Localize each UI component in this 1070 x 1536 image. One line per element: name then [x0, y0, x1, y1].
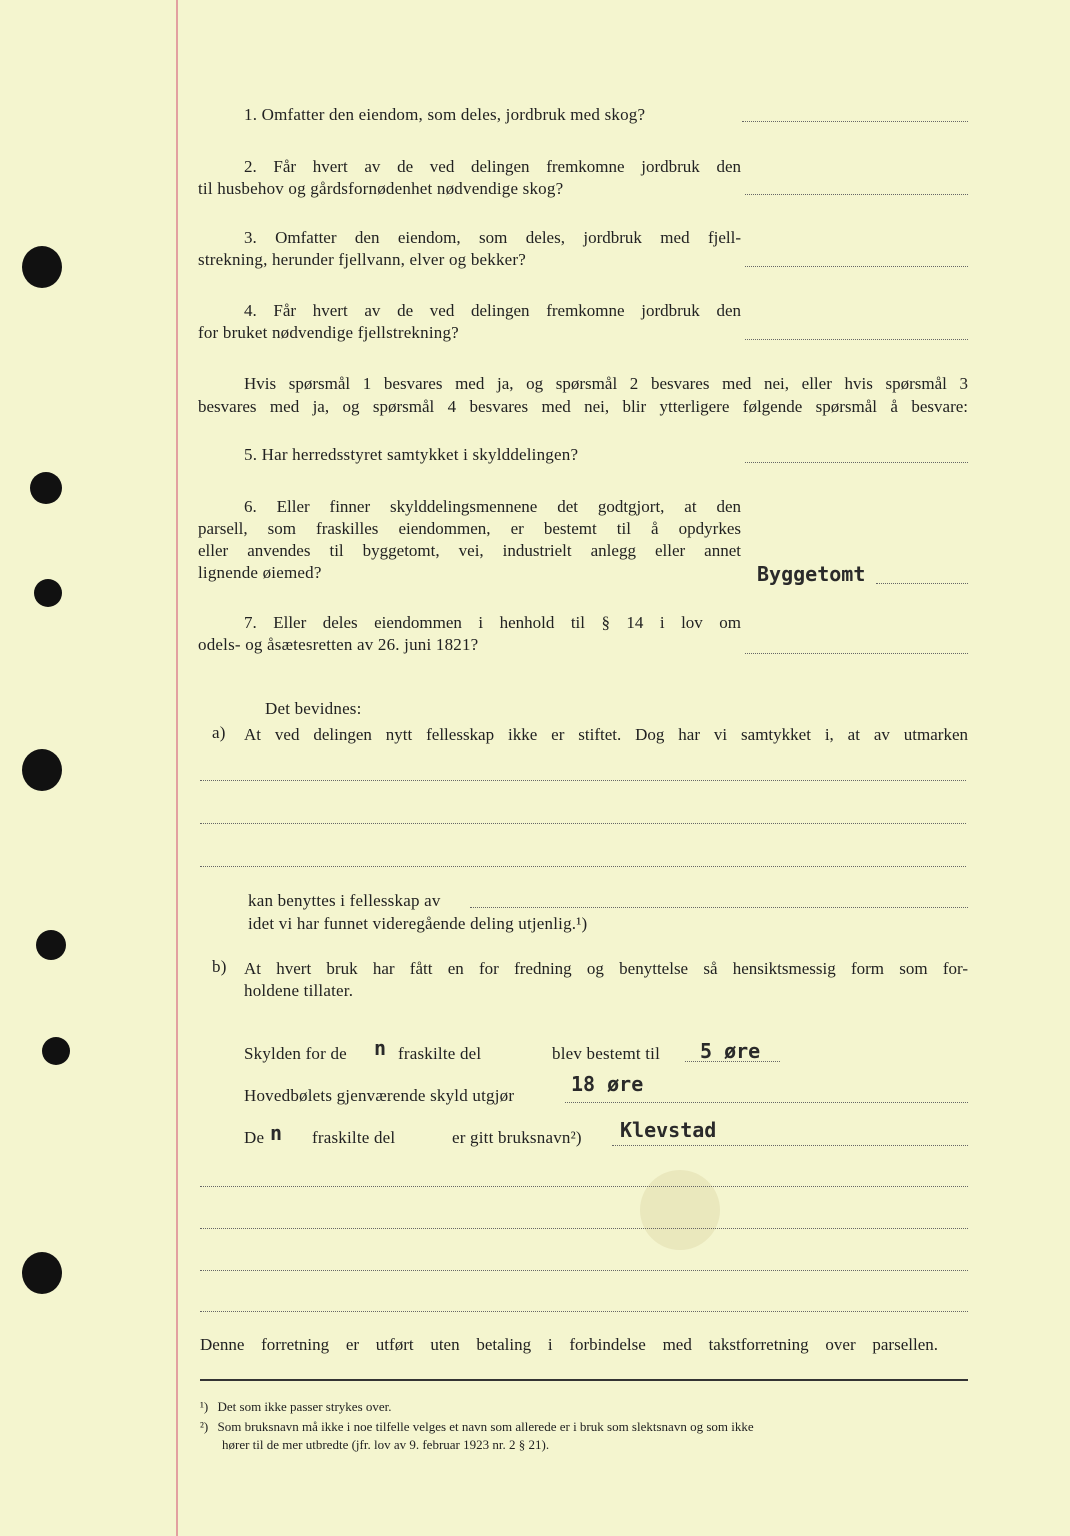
footnote-1-mark: ¹)	[200, 1399, 209, 1414]
skyld-suffix: blev bestemt til	[552, 1044, 661, 1063]
footnote-1-text: Det som ikke passer strykes over.	[217, 1399, 392, 1414]
skyld-line[interactable]	[685, 1061, 780, 1062]
condition-line1: Hvis spørsmål 1 besvares med ja, og spørsmål 2 besvares med nei, eller hvis spørsmål 3	[244, 374, 968, 393]
question-6-line4: lignende øiemed?	[198, 563, 322, 582]
footnote-1	[200, 1398, 392, 1415]
name-value: Klevstad	[620, 1118, 717, 1142]
question-4-line2: for bruket nødvendige fjellstrekning?	[198, 323, 459, 342]
answer-line-6[interactable]	[876, 583, 968, 584]
question-4-line1: 4. Får hvert av de ved delingen fremkomne jordbruk den	[244, 301, 741, 320]
name-mid: fraskilte del	[312, 1128, 396, 1147]
skyld-value: 5 øre	[700, 1039, 761, 1063]
blank-line-a3[interactable]	[200, 866, 966, 867]
item-b-label: b)	[212, 957, 227, 976]
punch-hole	[22, 749, 62, 791]
blank-line-b4[interactable]	[200, 1311, 968, 1312]
punch-hole	[22, 1252, 62, 1294]
blank-line-a1[interactable]	[200, 780, 966, 781]
skyld-mid: fraskilte del	[398, 1044, 482, 1063]
blank-line-b1[interactable]	[200, 1186, 968, 1187]
question-3-line1: 3. Omfatter den eiendom, som deles, jordbruk med fjell-	[244, 228, 741, 247]
blank-line-b2[interactable]	[200, 1228, 968, 1229]
common-use-line1: kan benyttes i fellesskap av	[248, 891, 441, 910]
item-a-text: At ved delingen nytt fellesskap ikke er stiftet. Dog har vi samtykket i, at av utmarken	[244, 725, 968, 744]
question-1: 1. Omfatter den eiendom, som deles, jordbruk med skog?	[244, 105, 646, 124]
item-a-label: a)	[212, 723, 226, 742]
common-use-line2: idet vi har funnet videregående deling utjenlig.¹)	[248, 914, 588, 933]
certification-heading: Det bevidnes:	[265, 699, 362, 718]
answer-line-1[interactable]	[742, 121, 968, 122]
question-7-line2: odels- og åsætesretten av 26. juni 1821?	[198, 635, 479, 654]
condition-line2: besvares med ja, og spørsmål 4 besvares med nei, blir ytterligere følgende spørsmål å besvare:	[198, 397, 968, 416]
footnote-2	[200, 1418, 754, 1435]
blank-line-b3[interactable]	[200, 1270, 968, 1271]
question-2-line1: 2. Får hvert av de ved delingen fremkomne jordbruk den	[244, 157, 741, 176]
question-3-line2: strekning, herunder fjellvann, elver og bekker?	[198, 250, 527, 269]
name-n: n	[270, 1121, 283, 1145]
answer-line-3[interactable]	[745, 266, 968, 267]
footnote-rule	[200, 1379, 968, 1381]
footnote-2-line1: Som bruksnavn må ikke i noe tilfelle velges et navn som allerede er i bruk som slektsnavn og som ikke	[217, 1419, 754, 1434]
hoved-line[interactable]	[565, 1102, 968, 1103]
answer-line-2[interactable]	[745, 194, 968, 195]
punch-hole	[34, 579, 62, 607]
margin-line	[176, 0, 178, 1536]
hoved-value: 18 øre	[571, 1072, 644, 1096]
name-prefix: De	[244, 1128, 265, 1147]
footnote-2-mark: ²)	[200, 1419, 209, 1434]
item-b-line2: holdene tillater.	[244, 981, 354, 1000]
closing-statement: Denne forretning er utført uten betaling i forbindelse med takstforretning over parsellen.	[200, 1335, 938, 1354]
common-use-line[interactable]	[470, 907, 968, 908]
punch-hole	[42, 1037, 70, 1065]
question-5: 5. Har herredsstyret samtykket i skylddelingen?	[244, 445, 579, 464]
answer-line-5[interactable]	[745, 462, 968, 463]
question-6-answer: Byggetomt	[757, 562, 866, 586]
punch-hole	[22, 246, 62, 288]
question-6-line1: 6. Eller finner skylddelingsmennene det godtgjort, at den	[244, 497, 741, 516]
question-6-line3: eller anvendes til byggetomt, vei, industrielt anlegg eller annet	[198, 541, 741, 560]
punch-hole	[36, 930, 66, 960]
skyld-n: n	[374, 1036, 387, 1060]
footnote-2-cont: hører til de mer utbredte (jfr. lov av 9. februar 1923 nr. 2 § 21).	[222, 1437, 550, 1452]
hoved-label: Hovedbølets gjenværende skyld utgjør	[244, 1086, 515, 1105]
question-7-line1: 7. Eller deles eiendommen i henhold til § 14 i lov om	[244, 613, 741, 632]
paper-stain	[640, 1170, 720, 1250]
answer-line-7[interactable]	[745, 653, 968, 654]
question-2-line2: til husbehov og gårdsfornødenhet nødvendige skog?	[198, 179, 564, 198]
skyld-prefix: Skylden for de	[244, 1044, 347, 1063]
answer-line-4[interactable]	[745, 339, 968, 340]
name-suffix: er gitt bruksnavn²)	[452, 1128, 582, 1147]
question-6-line2: parsell, som fraskilles eiendommen, er bestemt til å opdyrkes	[198, 519, 741, 538]
name-line[interactable]	[612, 1145, 968, 1146]
punch-hole	[30, 472, 62, 504]
item-b-line1: At hvert bruk har fått en for fredning og benyttelse så hensiktsmessig form som for-	[244, 959, 968, 978]
blank-line-a2[interactable]	[200, 823, 966, 824]
